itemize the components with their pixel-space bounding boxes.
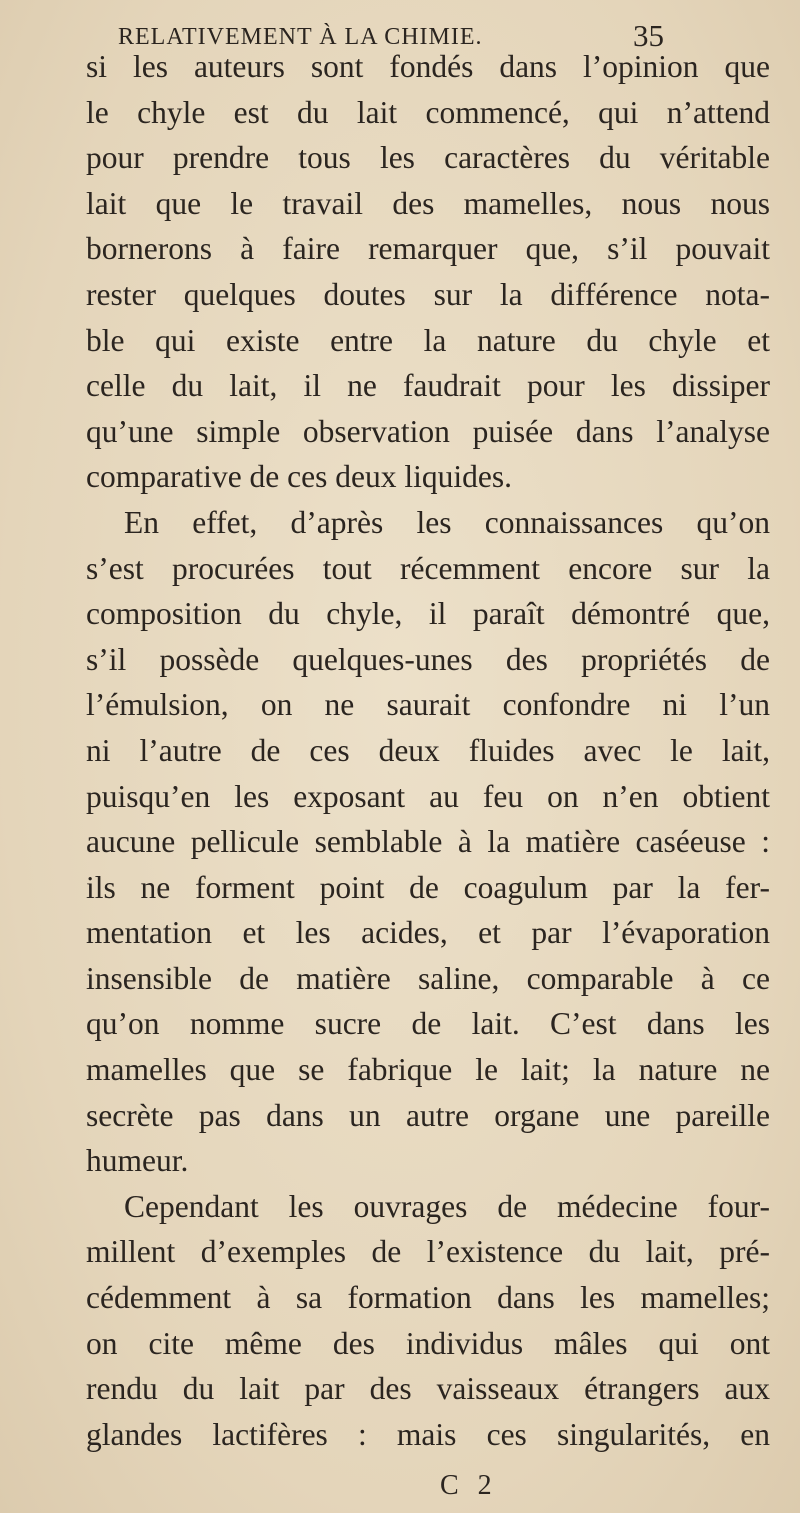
text-line: cédemment à sa formation dans les mamelles; (86, 1280, 770, 1316)
running-title: RELATIVEMENT À LA CHIMIE. (118, 24, 483, 50)
page-number: 35 (633, 18, 664, 53)
text-line: aucune pellicule semblable à la matière caséeuse : (86, 824, 770, 860)
text-line: secrète pas dans un autre organe une pareille (86, 1097, 770, 1133)
text-line: bornerons à faire remarquer que, s’il pouvait (86, 231, 770, 267)
signature-mark: C 2 (440, 1470, 498, 1501)
text-line: insensible de matière saline, comparable à ce (86, 960, 770, 996)
text-line: ble qui existe entre la nature du chyle et (86, 322, 770, 358)
body-text (86, 44, 770, 1457)
text-line: mamelles que se fabrique le lait; la nature ne (86, 1052, 770, 1088)
text-line: puisqu’en les exposant au feu on n’en obtient (86, 778, 770, 814)
text-line: Cependant les ouvrages de médecine four- (124, 1188, 770, 1224)
text-line: lait que le travail des mamelles, nous nous (86, 185, 770, 221)
text-line: mentation et les acides, et par l’évaporation (86, 915, 770, 951)
text-line: s’est procurées tout récemment encore sur la (86, 550, 770, 586)
text-line: En effet, d’après les connaissances qu’on (124, 504, 770, 540)
text-line: l’émulsion, on ne saurait confondre ni l’un (86, 687, 770, 723)
text-line: s’il possède quelques-unes des propriétés de (86, 641, 770, 677)
text-line: glandes lactifères : mais ces singularités, en (86, 1416, 770, 1452)
text-line: le chyle est du lait commencé, qui n’attend (86, 94, 770, 130)
text-line: rester quelques doutes sur la différence nota- (86, 276, 770, 312)
text-line: qu’une simple observation puisée dans l’analyse (86, 413, 770, 449)
text-line: qu’on nomme sucre de lait. C’est dans les (86, 1006, 770, 1042)
text-line: composition du chyle, il paraît démontré que, (86, 596, 770, 632)
text-line: ni l’autre de ces deux fluides avec le lait, (86, 732, 770, 768)
text-line: on cite même des individus mâles qui ont (86, 1325, 770, 1361)
text-line: celle du lait, il ne faudrait pour les dissiper (86, 368, 770, 404)
text-line: si les auteurs sont fondés dans l’opinion que (86, 49, 770, 84)
text-line: pour prendre tous les caractères du véritable (86, 140, 770, 176)
text-line: humeur. (86, 1143, 189, 1179)
text-line: ils ne forment point de coagulum par la fer- (86, 869, 770, 905)
text-line: millent d’exemples de l’existence du lait, pré- (86, 1234, 770, 1270)
text-line: rendu du lait par des vaisseaux étrangers aux (86, 1371, 770, 1407)
text-line: comparative de ces deux liquides. (86, 459, 512, 495)
